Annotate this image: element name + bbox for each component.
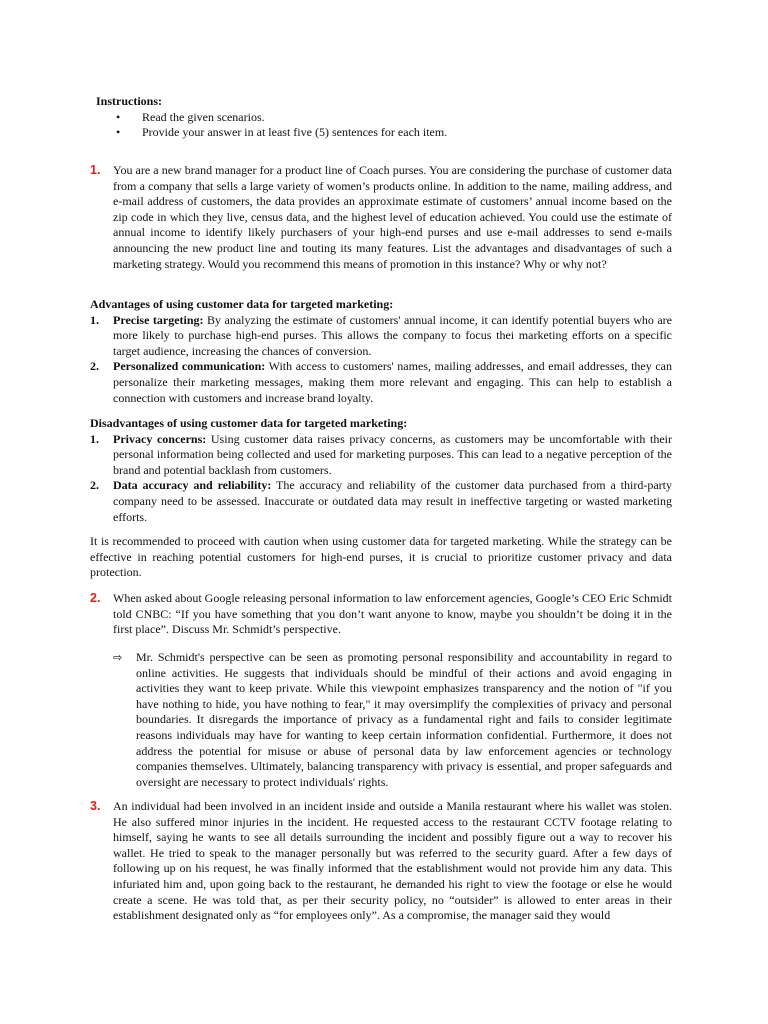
disadvantages-heading: Disadvantages of using customer data for targeted marketing: [90,416,408,430]
question-number: 3. [90,799,101,813]
item-number: 1. [90,431,99,446]
item-number: 2. [90,359,99,374]
question-1 [90,163,672,272]
advantages-heading: Advantages of using customer data for targeted marketing: [90,297,394,311]
advantages-list [90,313,672,407]
item-text: By analyzing the estimate of customers' annual income, it can identify potential buyers who are more likely to purchase high-end purses. This allows the company to focus thei marketing efforts on a specific target audience, increasing the chances of conversion. [113,312,672,358]
item-text: Using customer data raises privacy concerns, as customers may be uncomfortable with their personal information being collected and used for marketing purposes. This can lead to a negative perception of the brand and potential backlash from customers. [113,431,672,477]
question-text: An individual had been involved in an incident inside and outside a Manila restaurant where his wallet was stolen. He also suffered minor injuries in the incident. He requested access to the restaurant CCTV footage relating to himself, saying he wants to see all details surrounding the incident and possibly figure out a way to recover his wallet. He tried to speak to the manager personally but was referred to the security guard. After a few days of following up on his request, he was finally informed that the establishment would not provide him any data. This infuriated him and, upon going back to the restaurant, he demanded his right to view the footage or else he would create a scene. He was told that, as per their security policy, no “outsider” is allowed to enter areas in their establishment designated only as “for employees only”. As a compromise, the manager said they would [113,799,672,923]
list-item [90,432,672,479]
instructions-list [96,110,696,141]
answer-2 [113,650,672,790]
item-text: With access to customers' names, mailing addresses, and email addresses, they can personalize their marketing messages, making them more relevant and engaging. This can help to establish a connection with customers and increase brand loyalty. [113,359,672,405]
item-term: Personalized communication: [113,359,266,374]
instruction-item: • Provide your answer in at least five (5) sentences for each item. [142,125,696,141]
instructions-section [96,94,696,141]
item-number: 1. [90,312,99,327]
question-number: 2. [90,591,101,605]
advantages-section [90,297,672,406]
question-text: When asked about Google releasing personal information to law enforcement agencies, Google’s CEO Eric Schmidt told CNBC: “If you have something that you don’t want anyone to know, maybe you shouldn’t be doing it in the first place”. Discuss Mr. Schmidt’s perspective. [113,591,672,637]
question-2 [90,591,672,638]
instruction-item: • Read the given scenarios. [142,110,696,126]
list-item [90,359,672,406]
list-item [90,313,672,360]
question-text: You are a new brand manager for a product line of Coach purses. You are considering the purchase of customer data from a company that sells a large variety of women’s products online. In addition to the name, mailing address, and e-mail address of customers, the data provides an approximate estimate of customers’ annual income based on the zip code in which they live, census data, and the highest level of education achieved. You could use the estimate of annual income to identify likely purchasers of your high-end purses and use e-mail addresses to send e-mails announcing the new product line and touting its many features. List the advantages and disadvantages of such a marketing strategy. Would you recommend this means of promotion in this instance? Why or why not? [113,163,672,271]
item-term: Data accuracy and reliability: [113,478,272,493]
disadvantages-section [90,416,672,525]
question-number: 1. [90,163,101,177]
item-term: Precise targeting: [113,312,204,327]
list-item [90,478,672,525]
item-term: Privacy concerns: [113,431,207,446]
instructions-heading: Instructions: [96,94,163,108]
question-3 [90,799,672,924]
disadvantages-list [90,432,672,526]
recommendation-paragraph: It is recommended to proceed with caution when using customer data for targeted marketing. While the strategy can be effective in reaching potential customers for high-end purses, it is crucial to prioritize customer privacy and data protection. [90,534,672,580]
item-number: 2. [90,478,99,493]
arrow-right-icon: ⇨ [113,651,123,664]
item-text: The accuracy and reliability of the customer data purchased from a third-party company need to be assessed. Inaccurate or outdated data may result in ineffective targeting or wasted marketing efforts. [113,478,672,524]
answer-text: Mr. Schmidt's perspective can be seen as promoting personal responsibility and accountability in regard to online activities. He suggests that individuals should be mindful of their actions and avoid engaging in activities they want to keep private. While this viewpoint emphasizes transparency and the notion of "if you have nothing to hide, you have nothing to fear," it may oversimplify the complexities of privacy and personal boundaries. It disregards the importance of privacy as a fundamental right and fails to consider legitimate reasons individuals may have for wanting to keep certain information confidential. Furthermore, it does not address the potential for misuse or abuse of personal data by law enforcement agencies or technology companies themselves. Ultimately, balancing transparency with privacy is essential, and proper safeguards and oversight are necessary to protect individuals' rights. [136,650,672,789]
